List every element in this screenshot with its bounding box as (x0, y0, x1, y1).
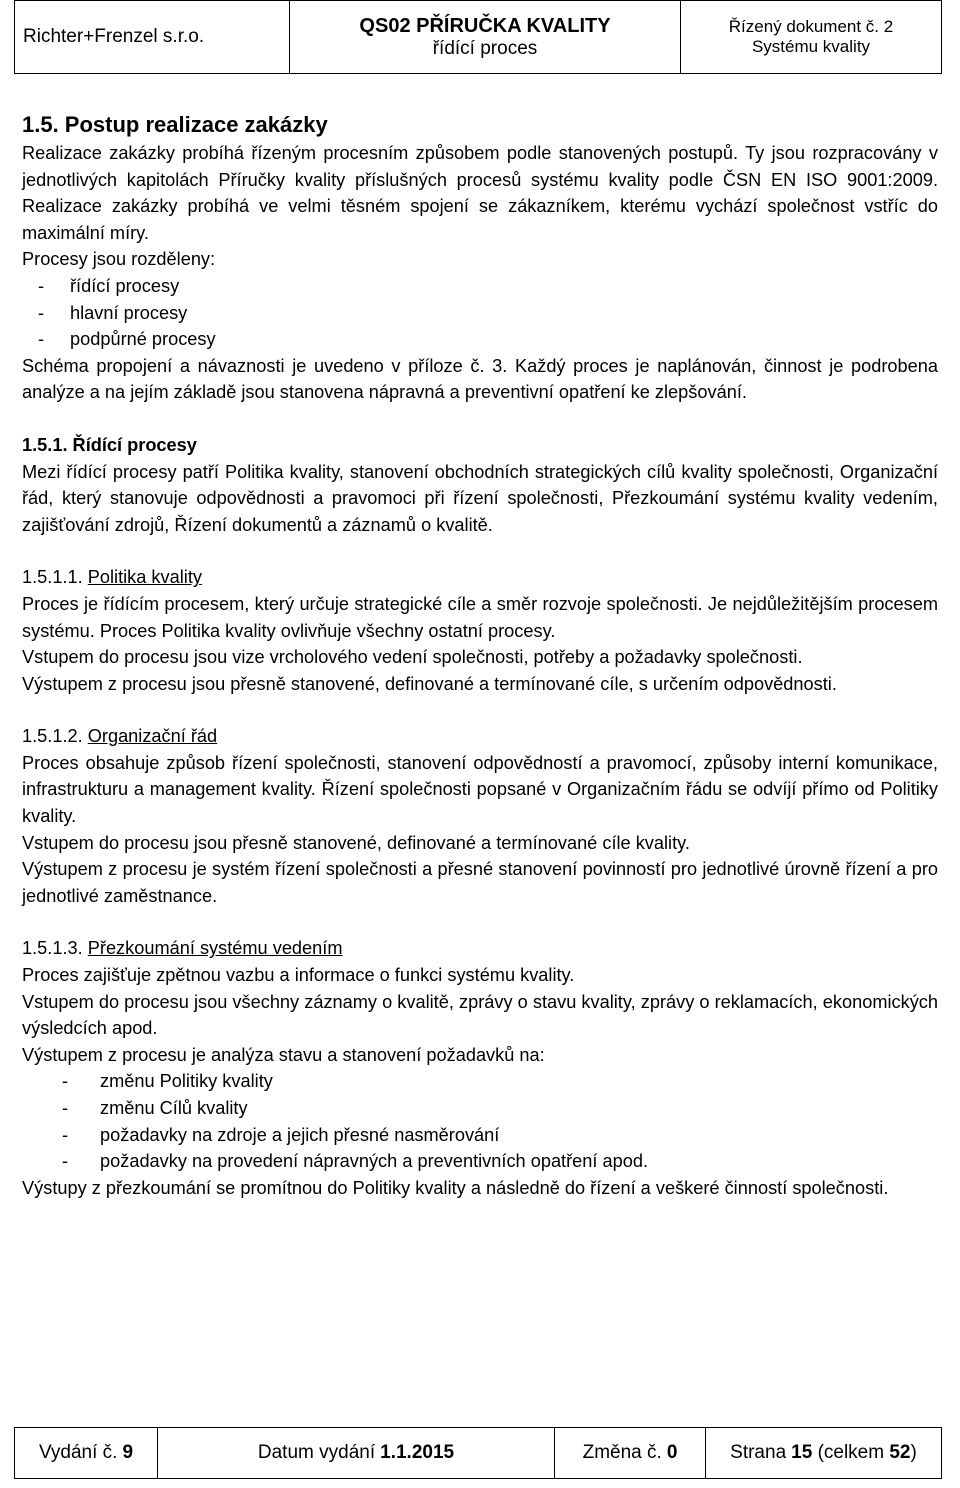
footer-edition: Vydání č. 9 (15, 1428, 158, 1478)
subsubsection-heading-prezkoumani: 1.5.1.3. Přezkoumání systému vedením (22, 938, 343, 959)
paragraph: Proces obsahuje způsob řízení společnosti, stanovení odpovědností a pravomocí, způsoby interní komunikace, infrastrukturu a management kvality. Řízení společnosti popsané v Organizačním řádu se odvíjí přímo od Politiky kvality. (22, 752, 938, 827)
process-lead: Procesy jsou rozděleny: (22, 249, 216, 270)
paragraph: Výstupem z procesu je systém řízení společnosti a přesné stanovení povinností pro jednotlivé úrovně řízení a pro jednotlivé zaměstnance. (22, 859, 938, 906)
document-body (22, 110, 938, 1201)
subsection-heading: 1.5.1. Řídící procesy (22, 434, 197, 455)
paragraph: Výstupem z procesu jsou přesně stanovené, definované a termínované cíle, s určením odpovědnosti. (22, 673, 837, 694)
paragraph: Výstupy z přezkoumání se promítnou do Politiky kvality a následně do řízení a veškeré činností společnosti. (22, 1177, 889, 1198)
header-company-cell (15, 1, 290, 73)
list-item: - požadavky na provedení nápravných a preventivních opatření apod. (62, 1151, 649, 1172)
header-controlled-cell (681, 1, 941, 73)
paragraph: Vstupem do procesu jsou všechny záznamy o kvalitě, zprávy o stavu kvality, zprávy o reklamacích, ekonomických výsledcích apod. (22, 991, 938, 1039)
subsection-text: Mezi řídící procesy patří Politika kvality, stanovení obchodních strategických cílů kvality společnosti, Organizační řád, který stanovuje odpovědnosti a pravomoci při řízení společnosti, Přezkoumání systému kvality vedením, zajišťování zdrojů, Řízení dokumentů a záznamů o kvalitě. (22, 461, 938, 535)
footer-change: Změna č. 0 (555, 1428, 706, 1478)
list-item: - změnu Cílů kvality (62, 1098, 248, 1118)
section-heading: 1.5. Postup realizace zakázky (22, 112, 328, 137)
controlled-document-sub: Systému kvality (751, 37, 871, 56)
subsubsection-heading-politika: 1.5.1.1. Politika kvality (22, 567, 202, 588)
paragraph: Proces zajišťuje zpětnou vazbu a informace o funkci systému kvality. (22, 965, 575, 986)
controlled-document-label: Řízený dokument č. 2 (728, 17, 894, 36)
paragraph: Výstupem z procesu je analýza stavu a stanovení požadavků na: (22, 1044, 545, 1065)
page-header (14, 0, 942, 74)
list-item: - požadavky na zdroje a jejich přesné nasměrování (62, 1124, 500, 1145)
document-title: QS02 PŘÍRUČKA KVALITY (359, 14, 611, 37)
list-item: - hlavní procesy (38, 302, 188, 323)
page-footer (14, 1427, 942, 1479)
paragraph: Proces je řídícím procesem, který určuje strategické cíle a směr rozvoje společnosti. Je nejdůležitějším procesem systému. Proces Politika kvality ovlivňuje všechny ostatní procesy. (22, 593, 938, 641)
section-intro: Realizace zakázky probíhá řízeným procesním způsobem podle stanovených postupů. Ty jsou rozpracovány v jednotlivých kapitolách Příručky kvality příslušných procesů systému kvality podle ČSN EN ISO 9001:2009. Realizace zakázky probíhá ve velmi těsném spojení se zákazníkem, kterému vychází společnost vstříc do maximální míry. (22, 143, 938, 243)
list-item: - změnu Politiky kvality (62, 1071, 273, 1092)
paragraph: Vstupem do procesu jsou vize vrcholového vedení společnosti, potřeby a požadavky společnosti. (22, 647, 803, 668)
footer-date: Datum vydání 1.1.2015 (158, 1428, 555, 1478)
subsubsection-heading-organizacni: 1.5.1.2. Organizační řád (22, 726, 218, 747)
header-title-cell (290, 1, 681, 73)
list-item: - řídící procesy (38, 275, 180, 296)
list-item: - podpůrné procesy (38, 329, 216, 350)
paragraph: Vstupem do procesu jsou přesně stanovené, definované a termínované cíle kvality. (22, 832, 690, 853)
footer-page: Strana 15 (celkem 52 ) (730, 1442, 917, 1463)
schema-paragraph: Schéma propojení a návaznosti je uvedeno v příloze č. 3. Každý proces je naplánován, činnost je podrobena analýze a na jejím základě jsou stanovena nápravná a preventivní opatření ke zlepšování. (22, 355, 938, 403)
document-subtitle: řídící proces (432, 37, 538, 59)
company-name: Richter+Frenzel s.r.o. (23, 26, 205, 47)
